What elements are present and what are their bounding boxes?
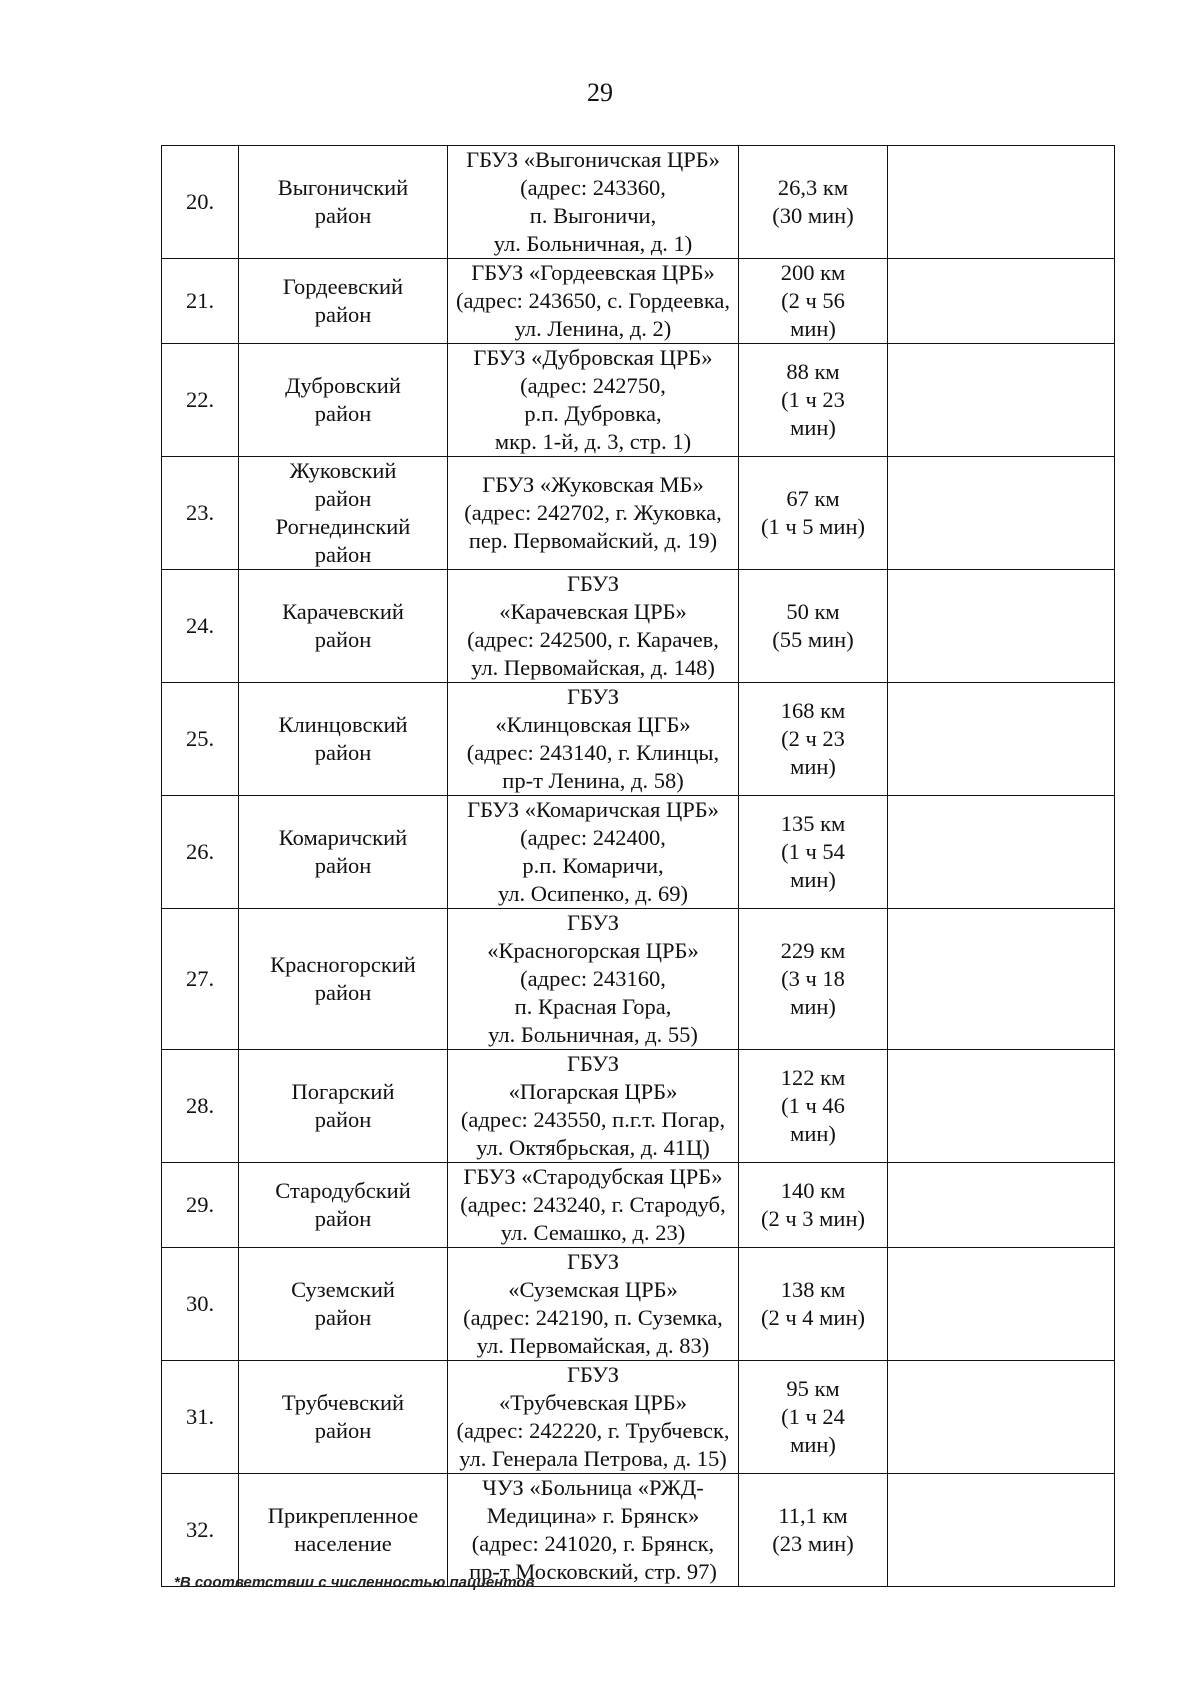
hospital-cell-line: ЧУЗ «Больница «РЖД-: [482, 1475, 704, 1500]
region-cell-line: Жуковский: [289, 458, 397, 483]
table-row: [162, 570, 1115, 683]
distance-cell-line: 135 км: [780, 811, 846, 836]
region-cell-line: Гордеевский: [282, 274, 404, 299]
hospital-cell-line: Медицина» г. Брянск»: [486, 1503, 700, 1528]
hospital-cell-line: ул. Октябрьская, д. 41Ц): [476, 1135, 710, 1160]
table-row: [162, 909, 1115, 1050]
empty-cell: [888, 683, 1115, 796]
distance-cell-line: 200 км: [780, 260, 846, 285]
region-cell-line: Дубровский: [285, 373, 401, 398]
row-number: 29.: [162, 1163, 239, 1248]
hospital-cell-line: «Суземская ЦРБ»: [508, 1277, 678, 1302]
region-cell: [239, 570, 448, 683]
hospital-cell-line: ГБУЗ: [566, 1051, 620, 1076]
hospital-cell: [448, 909, 739, 1050]
distance-cell: [739, 1248, 888, 1361]
distance-cell: [739, 909, 888, 1050]
region-cell: [239, 457, 448, 570]
hospital-cell-line: (адрес: 243160,: [520, 966, 666, 991]
hospital-cell-line: (адрес: 243550, п.г.т. Погар,: [460, 1107, 726, 1132]
region-cell-line: район: [314, 542, 372, 567]
distance-cell-line: (2 ч 56: [781, 288, 845, 313]
hospital-cell: [448, 1050, 739, 1163]
footnote: *В соответствии с численностью пациентов: [174, 1574, 535, 1591]
distance-cell-line: 67 км: [786, 486, 840, 511]
hospital-cell-line: «Трубчевская ЦРБ»: [499, 1390, 687, 1415]
row-number: 28.: [162, 1050, 239, 1163]
table-row: [162, 1361, 1115, 1474]
distance-cell: [739, 344, 888, 457]
region-cell-line: район: [314, 1305, 372, 1330]
hospital-cell-line: ул. Генерала Петрова, д. 15): [459, 1446, 727, 1471]
region-cell-line: Карачевский: [282, 599, 404, 624]
hospital-cell: [448, 146, 739, 259]
distance-cell: [739, 570, 888, 683]
region-cell-line: Рогнединский: [275, 514, 411, 539]
hospital-cell-line: (адрес: 242190, п. Суземка,: [463, 1305, 723, 1330]
hospital-cell-line: ул. Больничная, д. 1): [493, 231, 693, 256]
region-cell: [239, 683, 448, 796]
region-cell-line: население: [294, 1531, 392, 1556]
region-cell-line: Выгоничский: [277, 175, 409, 200]
region-cell-line: Клинцовский: [278, 712, 408, 737]
hospital-cell-line: п. Красная Гора,: [514, 994, 672, 1019]
region-cell-line: район: [314, 1418, 372, 1443]
row-number: 25.: [162, 683, 239, 796]
hospital-cell-line: (адрес: 243650, с. Гордеевка,: [455, 288, 731, 313]
distance-cell-line: 138 км: [780, 1277, 846, 1302]
table-body: [162, 146, 1115, 1587]
distance-cell-line: мин): [790, 867, 836, 892]
distance-cell-line: мин): [790, 1432, 836, 1457]
table-row: [162, 1050, 1115, 1163]
hospital-cell-line: ГБУЗ «Жуковская МБ»: [482, 472, 704, 497]
region-cell: [239, 259, 448, 344]
hospital-cell: [448, 1474, 739, 1587]
distance-cell-line: 168 км: [780, 698, 846, 723]
region-cell: [239, 1163, 448, 1248]
region-cell-line: район: [314, 203, 372, 228]
hospital-cell-line: ул. Осипенко, д. 69): [497, 881, 689, 906]
hospital-cell-line: (адрес: 242220, г. Трубчевск,: [456, 1418, 730, 1443]
empty-cell: [888, 1050, 1115, 1163]
row-number: 20.: [162, 146, 239, 259]
region-cell-line: район: [314, 627, 372, 652]
row-number: 27.: [162, 909, 239, 1050]
region-cell-line: Суземский: [291, 1277, 395, 1302]
hospital-cell: [448, 1248, 739, 1361]
region-cell-line: район: [314, 1206, 372, 1231]
empty-cell: [888, 796, 1115, 909]
distance-cell-line: (1 ч 24: [781, 1404, 845, 1429]
distance-cell-line: 229 км: [780, 938, 846, 963]
hospital-cell-line: ул. Семашко, д. 23): [500, 1220, 686, 1245]
region-cell: [239, 1248, 448, 1361]
empty-cell: [888, 259, 1115, 344]
region-cell-line: район: [314, 302, 372, 327]
distance-cell-line: 11,1 км: [778, 1503, 848, 1528]
hospital-cell-line: (адрес: 243240, г. Стародуб,: [460, 1192, 726, 1217]
empty-cell: [888, 570, 1115, 683]
distance-cell-line: мин): [790, 994, 836, 1019]
region-cell-line: Стародубский: [275, 1178, 411, 1203]
hospital-cell: [448, 457, 739, 570]
region-cell-line: Погарский: [291, 1079, 395, 1104]
distance-cell: [739, 796, 888, 909]
distance-cell-line: (2 ч 23: [781, 726, 845, 751]
region-cell-line: Красногорский: [270, 952, 416, 977]
distance-cell-line: мин): [790, 1121, 836, 1146]
page-number: 29: [587, 78, 613, 107]
hospital-cell-line: «Погарская ЦРБ»: [508, 1079, 678, 1104]
distance-cell: [739, 259, 888, 344]
region-cell-line: Комаричский: [278, 825, 408, 850]
distance-cell-line: 50 км: [786, 599, 840, 624]
empty-cell: [888, 344, 1115, 457]
hospital-cell-line: (адрес: 242500, г. Карачев,: [467, 627, 719, 652]
hospital-cell-line: ГБУЗ «Выгоничская ЦРБ»: [466, 147, 720, 172]
distance-cell-line: (1 ч 46: [781, 1093, 845, 1118]
hospital-cell-line: пр-т Московский, стр. 97): [469, 1559, 717, 1584]
hospital-cell-line: ГБУЗ: [566, 1362, 620, 1387]
hospital-cell-line: ГБУЗ «Комаричская ЦРБ»: [467, 797, 719, 822]
region-cell: [239, 1474, 448, 1587]
distance-cell-line: 140 км: [780, 1178, 846, 1203]
hospital-cell-line: р.п. Дубровка,: [524, 401, 662, 426]
row-number: 22.: [162, 344, 239, 457]
distance-cell: [739, 457, 888, 570]
region-cell-line: Прикрепленное: [267, 1503, 419, 1528]
distance-cell: [739, 1474, 888, 1587]
table-row: [162, 457, 1115, 570]
hospital-cell-line: «Карачевская ЦРБ»: [499, 599, 687, 624]
hospital-cell-line: ГБУЗ: [566, 684, 620, 709]
hospital-cell-line: ул. Ленина, д. 2): [514, 316, 672, 341]
distance-cell: [739, 683, 888, 796]
hospital-cell-line: ГБУЗ: [566, 571, 620, 596]
region-cell-line: район: [314, 980, 372, 1005]
distance-cell-line: 88 км: [786, 359, 840, 384]
hospital-cell-line: (адрес: 242400,: [520, 825, 666, 850]
hospital-cell-line: (адрес: 243140, г. Клинцы,: [466, 740, 720, 765]
region-cell: [239, 796, 448, 909]
region-cell: [239, 909, 448, 1050]
empty-cell: [888, 909, 1115, 1050]
table-row: [162, 683, 1115, 796]
empty-cell: [888, 146, 1115, 259]
distance-cell-line: мин): [790, 754, 836, 779]
hospital-cell: [448, 259, 739, 344]
hospital-cell-line: пер. Первомайский, д. 19): [468, 528, 718, 553]
region-cell: [239, 344, 448, 457]
hospital-cell: [448, 1361, 739, 1474]
distance-cell-line: 122 км: [780, 1065, 846, 1090]
distance-cell-line: (23 мин): [772, 1531, 854, 1556]
distance-cell-line: (55 мин): [772, 627, 854, 652]
hospital-cell-line: ул. Первомайская, д. 148): [471, 655, 715, 680]
row-number: 23.: [162, 457, 239, 570]
distance-cell: [739, 1361, 888, 1474]
table-row: [162, 1163, 1115, 1248]
hospital-cell-line: «Красногорская ЦРБ»: [487, 938, 699, 963]
hospital-cell-line: (адрес: 243360,: [520, 175, 666, 200]
row-number: 24.: [162, 570, 239, 683]
hospital-cell: [448, 683, 739, 796]
hospital-cell-line: п. Выгоничи,: [529, 203, 657, 228]
distance-cell-line: (30 мин): [772, 203, 854, 228]
empty-cell: [888, 1163, 1115, 1248]
distance-cell-line: (2 ч 3 мин): [761, 1206, 865, 1231]
table-row: [162, 796, 1115, 909]
hospital-cell: [448, 570, 739, 683]
hospital-cell-line: р.п. Комаричи,: [522, 853, 664, 878]
distance-cell-line: 95 км: [786, 1376, 840, 1401]
region-cell-line: район: [314, 486, 372, 511]
hospital-cell: [448, 1163, 739, 1248]
hospital-cell-line: ГБУЗ: [566, 1249, 620, 1274]
distance-cell-line: (1 ч 23: [781, 387, 845, 412]
row-number: 26.: [162, 796, 239, 909]
region-cell: [239, 1361, 448, 1474]
hospital-cell-line: ГБУЗ «Дубровская ЦРБ»: [473, 345, 713, 370]
region-cell-line: Трубчевский: [281, 1390, 405, 1415]
hospital-cell-line: (адрес: 241020, г. Брянск,: [471, 1531, 715, 1556]
region-cell: [239, 146, 448, 259]
region-cell-line: район: [314, 1107, 372, 1132]
distance-cell: [739, 146, 888, 259]
hospital-cell-line: ул. Первомайская, д. 83): [476, 1333, 710, 1358]
hospital-cell-line: ГБУЗ «Стародубская ЦРБ»: [463, 1164, 723, 1189]
hospital-cell-line: «Клинцовская ЦГБ»: [495, 712, 691, 737]
hospital-cell-line: ГБУЗ «Гордеевская ЦРБ»: [471, 260, 715, 285]
distance-cell: [739, 1050, 888, 1163]
hospital-cell-line: мкр. 1-й, д. 3, стр. 1): [494, 429, 692, 454]
empty-cell: [888, 457, 1115, 570]
empty-cell: [888, 1361, 1115, 1474]
distance-cell-line: (1 ч 54: [781, 839, 845, 864]
hospital-cell-line: ул. Больничная, д. 55): [488, 1022, 698, 1047]
distance-cell-line: (1 ч 5 мин): [761, 514, 865, 539]
hospital-cell-line: (адрес: 242702, г. Жуковка,: [464, 500, 722, 525]
hospital-cell-line: пр-т Ленина, д. 58): [502, 768, 684, 793]
empty-cell: [888, 1474, 1115, 1587]
distance-cell-line: (3 ч 18: [781, 966, 845, 991]
row-number: 30.: [162, 1248, 239, 1361]
row-number: 31.: [162, 1361, 239, 1474]
distance-cell-line: мин): [790, 415, 836, 440]
distance-cell-line: 26,3 км: [777, 175, 849, 200]
table-row: [162, 1248, 1115, 1361]
row-number: 21.: [162, 259, 239, 344]
region-cell-line: район: [314, 853, 372, 878]
hospital-cell-line: ГБУЗ: [566, 910, 620, 935]
region-cell-line: район: [314, 740, 372, 765]
distance-cell: [739, 1163, 888, 1248]
region-cell: [239, 1050, 448, 1163]
row-number: 32.: [162, 1474, 239, 1587]
table-row: [162, 146, 1115, 259]
hospital-cell-line: (адрес: 242750,: [520, 373, 666, 398]
region-cell-line: район: [314, 401, 372, 426]
empty-cell: [888, 1248, 1115, 1361]
hospital-cell: [448, 796, 739, 909]
table-row: [162, 259, 1115, 344]
distance-cell-line: (2 ч 4 мин): [761, 1305, 865, 1330]
distance-cell-line: мин): [790, 316, 836, 341]
table-row: [162, 344, 1115, 457]
hospitals-table: [161, 145, 1115, 1587]
table-row: [162, 1474, 1115, 1587]
hospital-cell: [448, 344, 739, 457]
